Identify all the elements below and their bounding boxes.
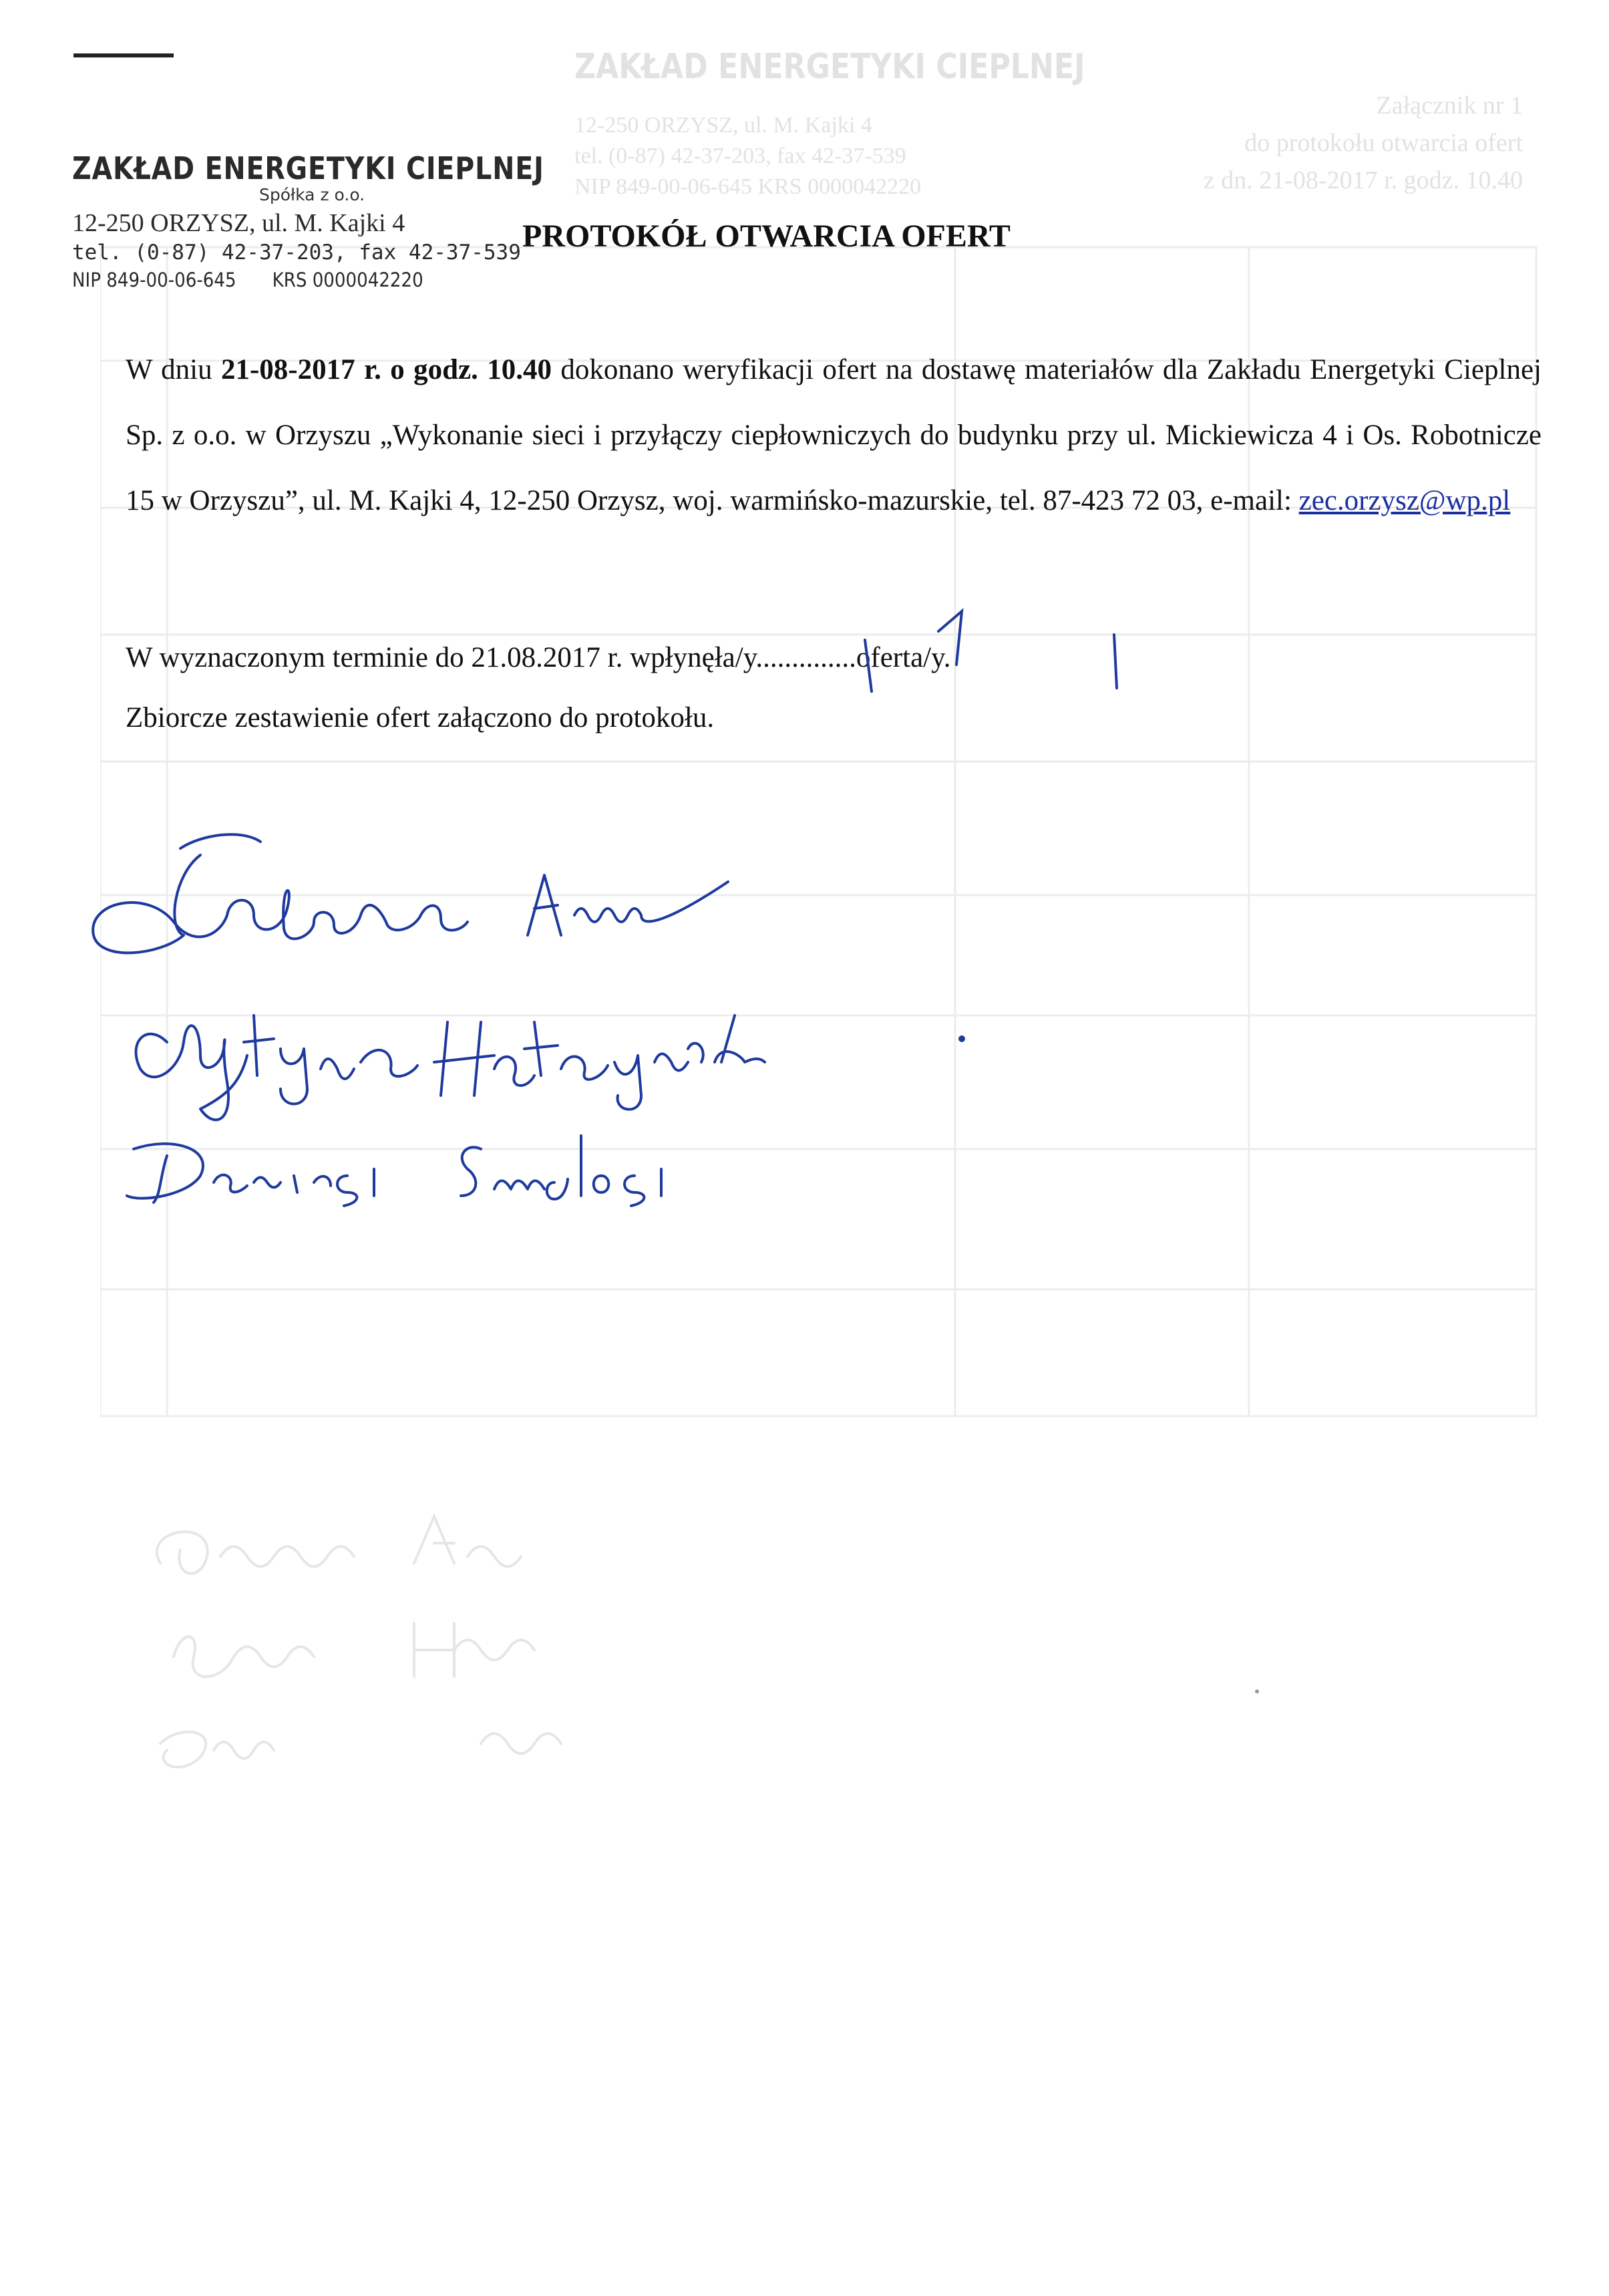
ghost-address-line: 12-250 ORZYSZ, ul. M. Kajki 4 <box>574 113 872 138</box>
body-text-main: dokonano weryfikacji ofert na dostawę materiałów dla Zakładu Energetyki Cieplnej Sp. z o.o. w Orzyszu „Wykonanie sieci i przyłączy ciepłowniczych do budynku przy ul. Mickiewicza 4 i Os. Robotnicze 15 w Orzyszu”, ul. M. Kajki 4, 12-250 Orzysz, woj. warmińsko-mazurskie, tel. 87-423 72 03, e-mail: <box>126 354 1542 516</box>
stamp-krs: KRS 0000042220 <box>272 269 423 291</box>
stamp-legal-form: Spółka z o.o. <box>259 185 365 204</box>
ghost-attachment-line: Załącznik nr 1 <box>1376 92 1523 120</box>
ghost-address-line: NIP 849-00-06-645 KRS 0000042220 <box>574 174 922 199</box>
document-title: PROTOKÓŁ OTWARCIA OFERT <box>522 218 1011 254</box>
email-link[interactable]: zec.orzysz@wp.pl <box>1298 485 1511 516</box>
body-text-start: W dniu <box>126 354 221 385</box>
ghost-address-line: tel. (0-87) 42-37-203, fax 42-37-539 <box>574 144 906 168</box>
stamp-phone: tel. (0-87) 42-37-203, fax 42-37-539 <box>72 240 521 265</box>
stamp-company-name: ZAKŁAD ENERGETYKI CIEPLNEJ <box>72 150 544 186</box>
ghost-attachment-line: z dn. 21-08-2017 r. godz. 10.40 <box>1203 166 1523 194</box>
stamp-address: 12-250 ORZYSZ, ul. M. Kajki 4 <box>72 209 405 237</box>
body-date-time: 21-08-2017 r. o godz. 10.40 <box>220 354 552 385</box>
stamp-nip: NIP 849-00-06-645 <box>72 269 236 291</box>
ghost-attachment-line: do protokołu otwarcia ofert <box>1244 129 1523 157</box>
ghost-company: ZAKŁAD ENERGETYKI CIEPLNEJ <box>574 47 1085 87</box>
summary-attached-line: Zbiorcze zestawienie ofert załączono do protokołu. <box>126 702 715 733</box>
offers-received-text: W wyznaczonym terminie do 21.08.2017 r. wpłynęła/y..............oferta/y. <box>126 642 951 673</box>
